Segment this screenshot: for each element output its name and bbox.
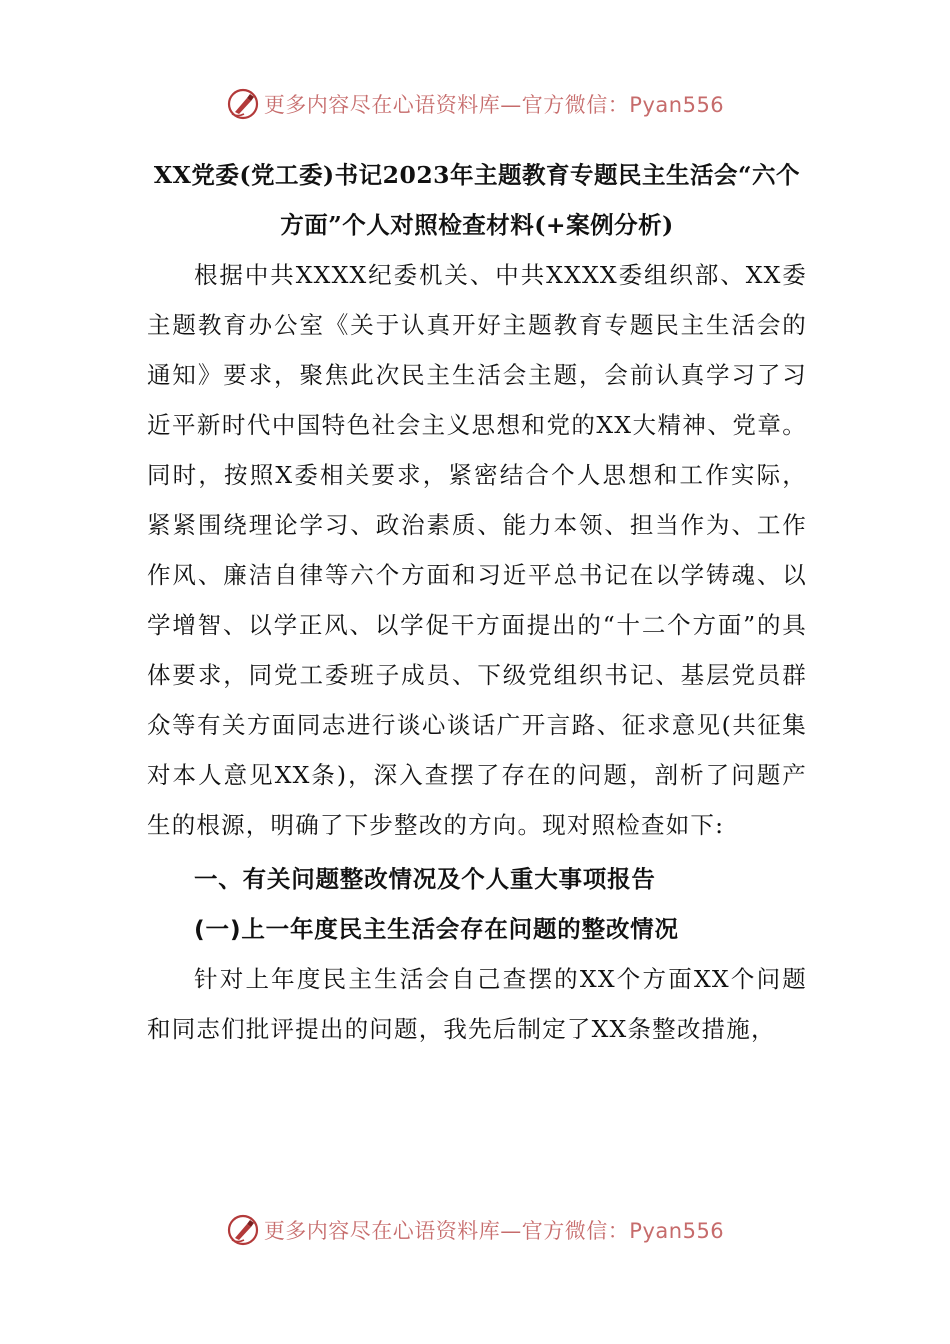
watermark-banner-top [0, 84, 950, 124]
pen-logo-icon [226, 87, 260, 121]
watermark-banner-bottom [0, 1210, 950, 1250]
subsection-heading-1-1: (一)上一年度民主生活会存在问题的整改情况 [194, 915, 679, 943]
watermark-text: 更多内容尽在心语资料库—官方微信：Pyan556 [263, 93, 725, 117]
document-body [147, 150, 807, 1054]
intro-paragraph: 根据中共XXXX纪委机关、中共XXXX委组织部、XX委主题教育办公室《关于认真开好主题教育专题民主生活会的通知》要求，聚焦此次民主生活会主题，会前认真学习了习近平新时代中国特色社会主义思想和党的XX大精神、党章。同时，按照X委相关要求，紧密结合个人思想和工作实际，紧紧围绕理论学习、政治素质、能力本领、担当作为、工作作风、廉洁自律等六个方面和习近平总书记在以学铸魂、以学增智、以学正风、以学促干方面提出的“十二个方面”的具体要求，同党工委班子成员、下级党组织书记、基层党员群众等有关方面同志进行谈心谈话广开言路、征求意见(共征集对本人意见XX条)，深入查摆了存在的问题，剖析了问题产生的根源，明确了下步整改的方向。现对照检查如下: [147, 261, 807, 839]
section-heading-1: 一、有关问题整改情况及个人重大事项报告 [194, 865, 656, 893]
watermark-text: 更多内容尽在心语资料库—官方微信：Pyan556 [263, 1219, 725, 1243]
document-title: XX党委(党工委)书记2023年主题教育专题民主生活会“六个方面”个人对照检查材料(+案例分析) [153, 161, 801, 239]
rectification-paragraph: 针对上年度民主生活会自己查摆的XX个方面XX个问题和同志们批评提出的问题，我先后制定了XX条整改措施， [147, 965, 807, 1043]
pen-logo-icon [226, 1213, 260, 1247]
